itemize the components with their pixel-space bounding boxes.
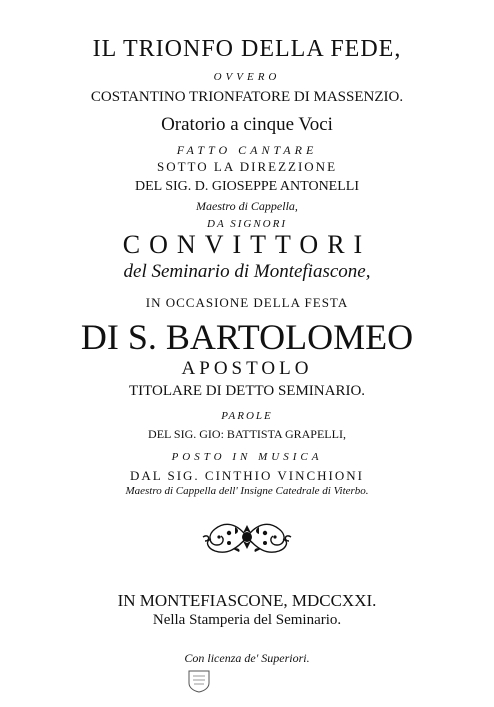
director-role: Maestro di Cappella, [196, 199, 298, 213]
library-stamp-icon [186, 667, 212, 693]
librettist: DEL SIG. GIO: BATTISTA GRAPELLI, [148, 427, 346, 441]
seminary: del Seminario di Montefiascone, [123, 261, 371, 282]
apostolo: APOSTOLO [181, 358, 313, 379]
convittori: CONVITTORI [122, 230, 372, 259]
titolare: TITOLARE DI DETTO SEMINARIO. [128, 383, 366, 399]
floral-ornament-icon [197, 515, 297, 559]
parole: PAROLE [221, 410, 273, 422]
ovvero: OVVERO [213, 71, 281, 83]
saint: DI S. BARTOLOMEO [80, 317, 414, 357]
printer: Nella Stamperia del Seminario. [152, 612, 342, 628]
posto-musica: POSTO IN MUSICA [171, 451, 323, 463]
genre: Oratorio a cinque Voci [161, 114, 333, 135]
fatto-cantare: FATTO CANTARE [176, 143, 318, 157]
sotto-direzione: SOTTO LA DIREZZIONE [156, 159, 338, 174]
director: DEL SIG. D. GIOSEPPE ANTONELLI [135, 179, 359, 194]
occasione: IN OCCASIONE DELLA FESTA [145, 295, 349, 310]
place-year: IN MONTEFIASCONE, MDCCXXI. [117, 591, 377, 610]
composer-role: Maestro di Cappella dell' Insigne Catedrale di Viterbo. [125, 485, 369, 497]
license: Con licenza de' Superiori. [184, 651, 310, 665]
composer: DAL SIG. CINTHIO VINCHIONI [130, 468, 364, 483]
da-signori: DA SIGNORI [207, 218, 287, 230]
title: IL TRIONFO DELLA FEDE, [92, 36, 402, 62]
subtitle: COSTANTINO TRIONFATORE DI MASSENZIO. [90, 89, 404, 105]
